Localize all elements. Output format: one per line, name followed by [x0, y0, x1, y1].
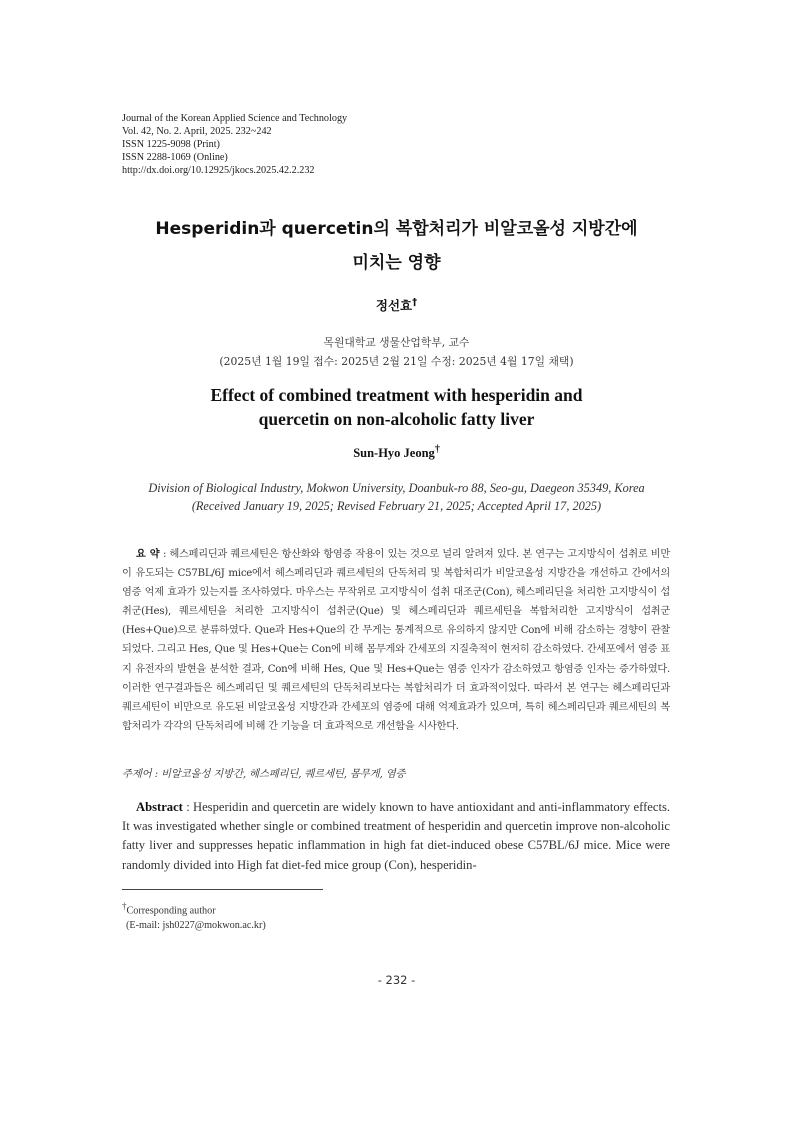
- korean-title-line1: Hesperidin과 quercetin의 복합처리가 비알코올성 지방간에: [155, 219, 638, 239]
- corresponding-author-label: Corresponding author: [126, 905, 216, 917]
- dagger-mark: †: [122, 901, 127, 911]
- issn-print: ISSN 1225-9098 (Print): [122, 139, 220, 150]
- korean-abstract-text: : 헤스페리딘과 퀘르세틴은 항산화와 항염증 작용이 있는 것으로 널리 알려져 있다. 본 연구는 고지방식이 섭취로 비만이 유도되는 C57BL/6J mice에서 헤스페리딘과 퀘르세틴의 단독처리 및 복합처리가 비알코올성 지방간을 개선하고 간에서의 염증 억제 효과가 있는지를 조사하였다. 마우스는 무작위로 고지방식이 섭취 대조군(Con), 헤스페리딘을 처리한 고지방식이 섭취군(Hes), 퀘르세틴을 처리한 고지방식이 섭취군(Que) 및 헤스페리딘과 퀘르세틴을 복합처리한 고지방식이 섭취군(Hes+Que)으로 분류하였다. Que과 Hes+Que의 간 무게는 통계적으로 유의하지 않지만 Con에 비해 감소하는 경향이 관찰되었다. 그리고 Hes, Que 및 Hes+Que는 Con에 비해 몸무게와 간세포의 지질축적이 현저히 감소하였다. 간세포에서 염증 표지 유전자의 발현을 분석한 결과, Con에 비해 Hes, Que 및 Hes+Que는 염증 인자가 감소하였고 항염증 인자는 증가하였다. 이러한 연구결과들은 헤스페리딘 및 퀘르세틴의 단독처리보다는 복합처리가 더 효과적이었다. 따라서 본 연구는 헤스페리딘과 퀘르세틴이 비만으로 유도된 비알코올성 지방간과 간세포의 염증에 대해 억제효과가 있으며, 특히 헤스페리딘과 퀘르세틴의 복합처리가 각각의 단독처리에 비해 간 기능을 더 효과적으로 개선함을 시사한다.: [122, 549, 670, 732]
- english-affiliation-dept: Division of Biological Industry, Mokwon University, Doanbuk-ro 88, Seo-gu, Daegeon 35349, Korea: [148, 481, 645, 495]
- english-title-line2: quercetin on non-alcoholic fatty liver: [258, 409, 535, 429]
- dagger-mark: †: [412, 296, 418, 308]
- korean-abstract-label: 요 약: [136, 549, 160, 560]
- footnote: [122, 899, 266, 933]
- journal-name: Journal of the Korean Applied Science and Technology: [122, 113, 348, 124]
- korean-title: [100, 212, 693, 280]
- english-title-line1: Effect of combined treatment with hesperidin and: [210, 385, 583, 405]
- korean-author: [100, 296, 693, 314]
- korean-dates: (2025년 1월 19일 접수: 2025년 2월 21일 수정: 2025년 4월 17일 채택): [219, 355, 574, 368]
- korean-affiliation-dept: 목원대학교 생물산업학부, 교수: [323, 336, 470, 349]
- footnote-divider: [122, 889, 323, 890]
- korean-author-name: 정선효: [375, 298, 413, 313]
- english-abstract-label: Abstract: [136, 800, 183, 814]
- korean-affiliation: [100, 333, 693, 371]
- issn-online: ISSN 2288-1069 (Online): [122, 152, 228, 163]
- page-number: - 232 -: [377, 973, 416, 987]
- corresponding-email: (E-mail: jsh0227@mokwon.ac.kr): [126, 920, 266, 932]
- doi-link[interactable]: http://dx.doi.org/10.12925/jkocs.2025.42.2.232: [122, 165, 315, 176]
- journal-volume: Vol. 42, No. 2. April, 2025. 232~242: [122, 126, 272, 137]
- journal-header: [122, 112, 347, 177]
- english-abstract: [122, 798, 670, 875]
- english-abstract-text: : Hesperidin and quercetin are widely known to have antioxidant and anti-inflammatory effects. It was investigated whether single or combined treatment of hesperidin and quercetin improve non-alcoholic fatty liver and suppresses hepatic inflammation in high fat diet-induced obese C57BL/6J mice. Mice were randomly divided into High fat diet-fed mice group (Con), hesperidin-: [122, 800, 670, 872]
- korean-title-line2: 미치는 영향: [352, 253, 441, 273]
- english-dates: (Received January 19, 2025; Revised February 21, 2025; Accepted April 17, 2025): [191, 499, 602, 513]
- dagger-mark: †: [434, 444, 440, 455]
- english-title: [100, 383, 693, 431]
- korean-abstract: [122, 545, 670, 736]
- korean-keywords: 주제어 : 비알코올성 지방간, 헤스페리딘, 퀘르세틴, 몸무게, 염증: [122, 768, 406, 780]
- english-author-name: Sun-Hyo Jeong: [353, 446, 435, 461]
- english-author: [100, 444, 693, 461]
- english-affiliation: [110, 479, 683, 515]
